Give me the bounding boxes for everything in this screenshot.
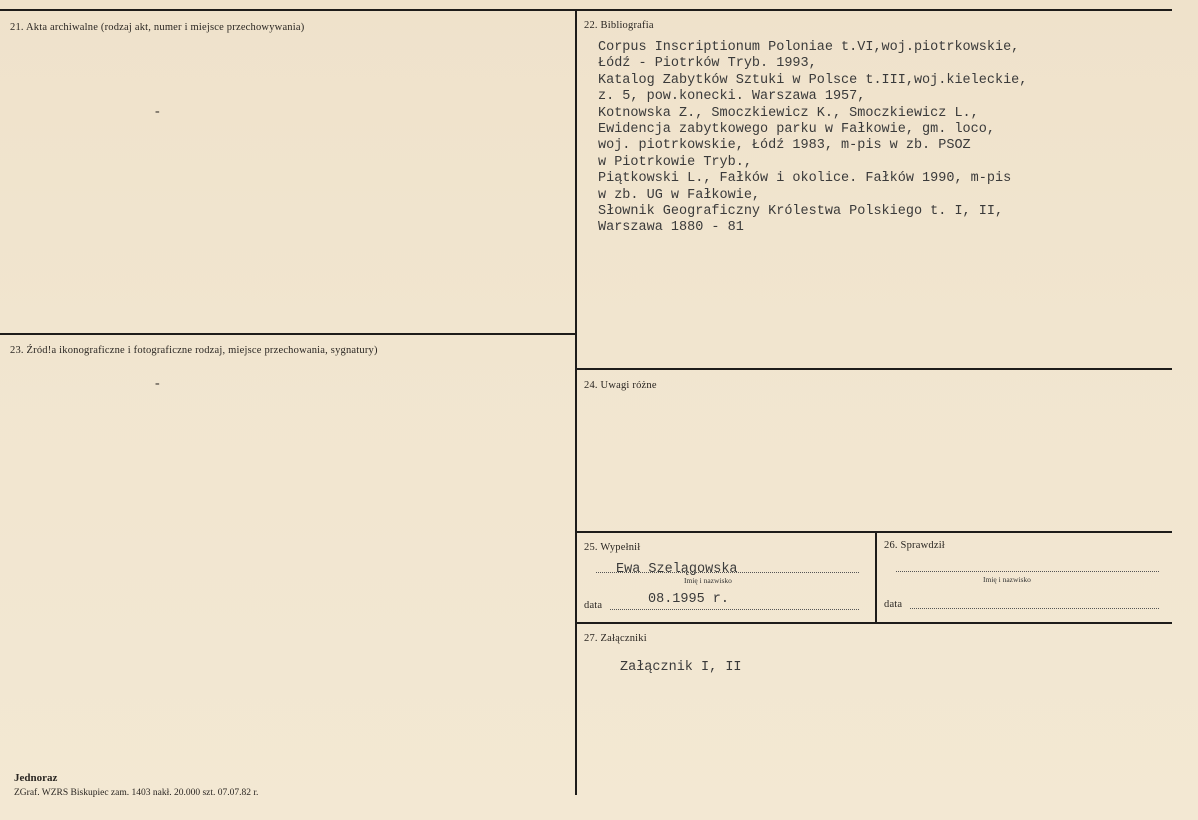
section23-label: 23. Źród!a ikonograficzne i fotograficzne rodzaj, miejsce przechowania, sygnatury) — [10, 345, 378, 356]
section27-label: 27. Załączniki — [584, 633, 647, 644]
section22-label: 22. Bibliografia — [584, 20, 654, 31]
bibliography-line: Warszawa 1880 - 81 — [598, 220, 744, 236]
section25-26-divider — [875, 531, 877, 624]
section26-label: 26. Sprawdził — [884, 540, 945, 551]
section24-bottom-rule — [576, 531, 1172, 533]
bibliography-line: Łódź - Piotrków Tryb. 1993, — [598, 56, 817, 72]
bibliography-line: Słownik Geograficzny Królestwa Polskiego t. I, II, — [598, 204, 1004, 220]
bibliography-line: w zb. UG w Fałkowie, — [598, 187, 761, 203]
section26-name-caption: Imię i nazwisko — [983, 575, 1031, 584]
section21-label: 21. Akta archiwalne (rodzaj akt, numer i miejsce przechowywania) — [10, 22, 305, 33]
section25-bottom-rule — [576, 622, 1172, 624]
bibliography-list — [598, 40, 1027, 237]
section21-value: - — [155, 104, 160, 119]
section25-date-label: data — [584, 600, 603, 611]
center-divider — [575, 9, 577, 795]
section25-date: 08.1995 r. — [648, 592, 730, 607]
bibliography-line: Ewidencja zabytkowego parku w Fałkowie, gm. loco, — [598, 122, 995, 138]
section25-name-caption: Imię i nazwisko — [684, 576, 732, 585]
section26-date-label: data — [884, 599, 903, 610]
bibliography-line: Kotnowska Z., Smoczkiewicz K., Smoczkiewicz L., — [598, 105, 979, 121]
bibliography-line: w Piotrkowie Tryb., — [598, 154, 752, 170]
section25-label: 25. Wypełnił — [584, 542, 641, 553]
section25-name: Ewa Szelągowska — [616, 562, 738, 577]
bibliography-line: Corpus Inscriptionum Poloniae t.VI,woj.piotrkowskie, — [598, 40, 1020, 55]
bibliography-line: z. 5, pow.konecki. Warszawa 1957, — [598, 89, 866, 105]
section23-value: - — [155, 376, 160, 391]
top-border — [0, 9, 1172, 11]
bibliography-line: Katalog Zabytków Sztuki w Polsce t.III,woj.kieleckie, — [598, 72, 1028, 88]
section22-bottom-rule — [576, 368, 1172, 370]
bibliography-line: woj. piotrkowskie, Łódź 1983, m-pis w zb. PSOZ — [598, 138, 971, 154]
section26-name-line — [896, 571, 1159, 572]
section21-bottom-rule — [0, 333, 576, 335]
footer-print-info: ZGraf. WZRS Biskupiec zam. 1403 nakł. 20.000 szt. 07.07.82 r. — [14, 788, 259, 798]
section26-date-line — [910, 608, 1159, 609]
bibliography-line: Piątkowski L., Fałków i okolice. Fałków 1990, m-pis — [598, 171, 1012, 187]
footer-title: Jednoraz — [14, 772, 58, 784]
section24-label: 24. Uwagi różne — [584, 380, 657, 391]
section25-date-line — [610, 609, 859, 610]
section27-value: Załącznik I, II — [620, 660, 742, 675]
